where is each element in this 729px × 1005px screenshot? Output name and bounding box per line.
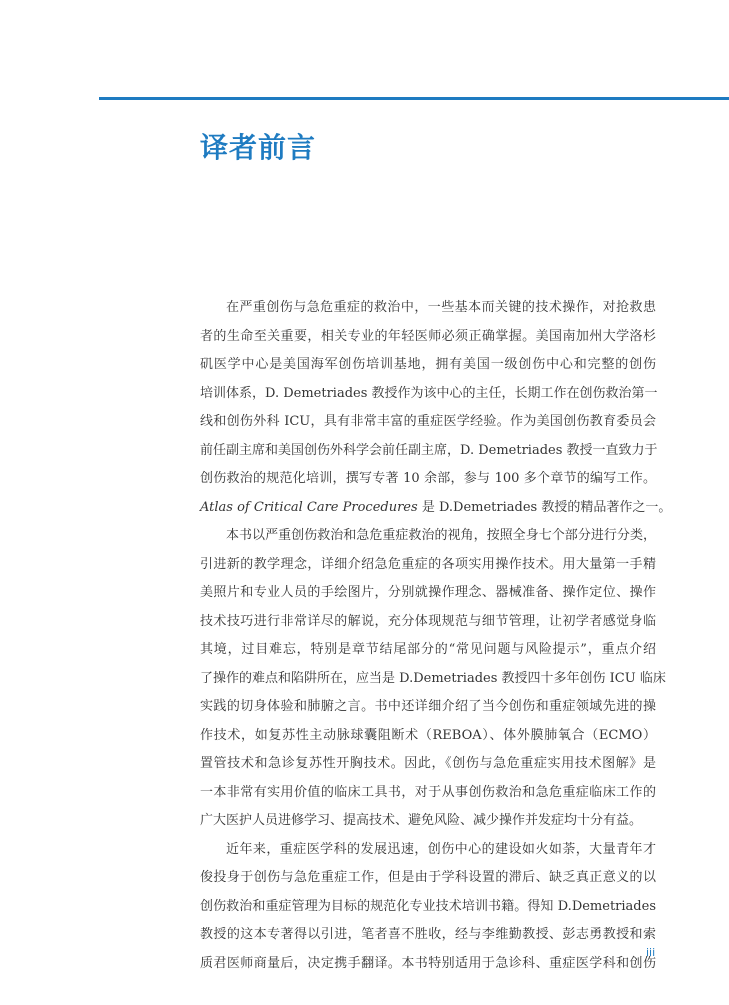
paragraph-line: 线和创伤外科 ICU，具有非常丰富的重症医学经验。作为美国创伤教育委员会 [200, 414, 656, 429]
paragraph-line: 了操作的难点和陷阱所在，应当是 D.Demetriades 教授四十多年创伤 ICU 临床 [200, 670, 666, 686]
paragraph-line: 置管技术和急诊复苏性开胸技术。因此，《创伤与急危重症实用技术图解》是 [200, 756, 656, 771]
paragraph-line: 创伤救治和重症管理为目标的规范化专业技术培训书籍。得知 D.Demetriades [200, 898, 656, 914]
paragraph-line: 实践的切身体验和肺腑之言。书中还详细介绍了当今创伤和重症领域先进的操 [200, 699, 656, 714]
paragraph-line: 一本非常有实用价值的临床工具书，对于从事创伤救治和急危重症临床工作的 [200, 784, 656, 800]
paragraph-line: 引进新的教学理念，详细介绍急危重症的各项实用操作技术。用大量第一手精 [200, 556, 656, 572]
paragraph-line: 质君医师商量后，决定携手翻译。本书特别适用于急诊科、重症医学科和创伤 [200, 955, 656, 971]
paragraph-line: 美照片和专业人员的手绘图片，分别就操作理念、器械准备、操作定位、操作 [200, 585, 656, 600]
paragraph-line: 者的生命至关重要，相关专业的年轻医师必须正确掌握。美国南加州大学洛杉 [200, 328, 656, 344]
book-title-italic: Atlas of Critical Care Procedures [200, 499, 418, 515]
paragraph-line: 本书以严重创伤救治和急危重症救治的视角，按照全身七个部分进行分类， [226, 528, 656, 543]
paragraph-line: 教授的这本专著得以引进，笔者喜不胜收，经与李维勤教授、彭志勇教授和索 [200, 927, 656, 942]
paragraph-line: 创伤救治的规范化培训，撰写专著 10 余部，参与 100 多个章节的编写工作。 [200, 471, 656, 486]
preface-body [200, 294, 672, 978]
paragraph-line: 技术技巧进行非常详尽的解说，充分体现规范与细节管理，让初学者感觉身临 [200, 613, 656, 629]
header-rule [99, 97, 729, 100]
paragraph-line-tail: 是 D.Demetriades 教授的精品著作之一。 [421, 499, 672, 515]
paragraph-line: 俊投身于创伤与急危重症工作，但是由于学科设置的滞后、缺乏真正意义的以 [200, 870, 656, 885]
paragraph-line: 在严重创伤与急危重症的救治中，一些基本而关键的技术操作，对抢救患 [226, 300, 656, 315]
page-title: 译者前言 [200, 131, 317, 164]
paragraph-line: 近年来，重症医学科的发展迅速，创伤中心的建设如火如荼，大量青年才 [226, 841, 656, 857]
paragraph-line: 前任副主席和美国创伤外科学会前任副主席，D. Demetriades 教授一直致力于 [200, 442, 658, 458]
paragraph-line [200, 494, 672, 523]
paragraph-line: 其境，过目难忘，特别是章节结尾部分的“常见问题与风险提示”，重点介绍 [200, 642, 656, 657]
page-number: iii [646, 946, 656, 959]
paragraph-line: 广大医护人员进修学习、提高技术、避免风险、减少操作并发症均十分有益。 [200, 813, 643, 828]
paragraph-line: 矶医学中心是美国海军创伤培训基地，拥有美国一级创伤中心和完整的创伤 [200, 357, 656, 372]
paragraph-line: 作技术，如复苏性主动脉球囊阻断术（REBOA）、体外膜肺氧合（ECMO） [200, 727, 656, 743]
paragraph-line: 培训体系，D. Demetriades 教授作为该中心的主任，长期工作在创伤救治第一 [200, 385, 658, 401]
